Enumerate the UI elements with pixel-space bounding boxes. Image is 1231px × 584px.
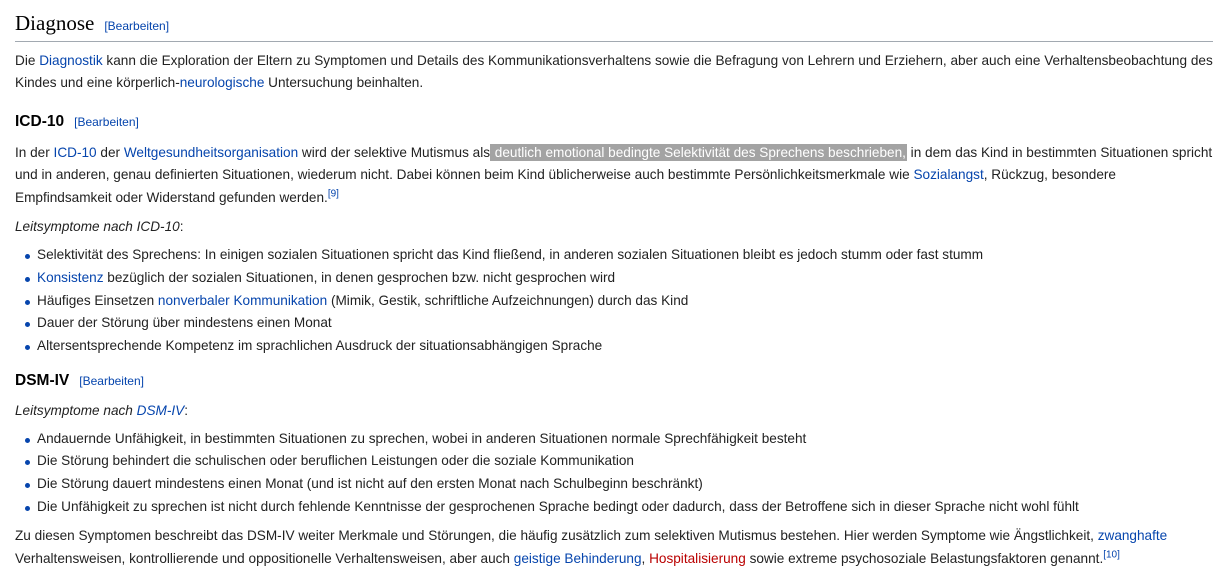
link-nonverbale-kommunikation[interactable]: nonverbaler Kommunikation bbox=[157, 292, 328, 308]
bullet-icon bbox=[25, 322, 30, 327]
link-geistige-behinderung[interactable]: geistige Behinderung bbox=[513, 550, 642, 566]
selected-text-highlight[interactable]: deutlich emotional bedingte Selektivität des Sprechens beschrieben, bbox=[491, 144, 906, 160]
text: , bbox=[641, 550, 650, 566]
section-heading-diagnose bbox=[15, 0, 1213, 42]
reference-9[interactable]: [9] bbox=[327, 188, 339, 200]
heading-title: ICD-10 bbox=[15, 112, 65, 130]
edit-link[interactable]: Bearbeiten bbox=[77, 114, 136, 129]
text: Selektivität des Sprechens: In einigen sozialen Situationen spricht das Kind fließend, in anderen sozialen Situationen bleibt es jedoch stumm oder fast stumm bbox=[37, 247, 984, 263]
heading-title: DSM-IV bbox=[15, 372, 70, 390]
bullet-icon bbox=[25, 438, 30, 443]
list-item bbox=[23, 450, 1213, 473]
bullet-icon bbox=[25, 506, 30, 511]
list-item bbox=[23, 290, 1213, 313]
intro-paragraph bbox=[15, 50, 1213, 95]
reference-10[interactable]: [10] bbox=[1103, 549, 1120, 561]
icd-paragraph bbox=[15, 142, 1213, 209]
text: Dauer der Störung über mindestens einen Monat bbox=[37, 315, 332, 331]
edit-section-link[interactable]: [Bearbeiten] bbox=[104, 19, 170, 33]
text: Die Störung dauert mindestens einen Monat (und ist nicht auf den ersten Monat nach Schulbeginn beschränkt) bbox=[37, 476, 703, 491]
section-heading-icd10 bbox=[15, 112, 1213, 132]
list-item bbox=[23, 312, 1213, 335]
text: In der bbox=[15, 144, 54, 160]
link-neurologische[interactable]: neurologische bbox=[179, 75, 265, 91]
text: bezüglich der sozialen Situationen, in denen gesprochen bzw. nicht gesprochen wird bbox=[103, 270, 616, 286]
list-item bbox=[23, 267, 1213, 290]
colon: : bbox=[184, 403, 189, 419]
list-item bbox=[23, 335, 1213, 358]
section-heading-dsm4 bbox=[15, 371, 1213, 391]
lead-text: Leitsymptome nach ICD-10 bbox=[15, 219, 180, 235]
text: Verhaltensweisen, kontrollierende und oppositionelle Verhaltensweisen, aber auch bbox=[15, 550, 514, 566]
text: , Rückzug, besondere Empfindsamkeit oder Widerstand gefunden werden. bbox=[15, 167, 1116, 205]
link-zwanghafte[interactable]: zwanghafte bbox=[1097, 528, 1168, 544]
edit-section-link[interactable]: [Bearbeiten] bbox=[74, 114, 139, 129]
heading-title: Diagnose bbox=[15, 11, 95, 35]
link-diagnostik[interactable]: Diagnostik bbox=[39, 53, 103, 68]
bullet-icon bbox=[25, 460, 30, 465]
text: Die bbox=[15, 53, 40, 68]
text: Altersentsprechende Kompetenz im sprachlichen Ausdruck der situationsabhängigen Sprache bbox=[37, 337, 603, 353]
list-item bbox=[23, 473, 1213, 496]
text: Die Störung behindert die schulischen oder beruflichen Leistungen oder die soziale Kommunikation bbox=[37, 453, 634, 469]
list-item bbox=[23, 496, 1213, 519]
bullet-icon bbox=[25, 300, 30, 305]
text: wird der selektive Mutismus als bbox=[298, 144, 491, 160]
text: (Mimik, Gestik, schriftliche Aufzeichnungen) durch das Kind bbox=[327, 292, 689, 308]
text: der bbox=[96, 144, 124, 160]
dsm-paragraph bbox=[15, 525, 1213, 570]
link-weltgesundheitsorganisation[interactable]: Weltgesundheitsorganisation bbox=[123, 144, 299, 160]
text: Zu diesen Symptomen beschreibt das DSM-IV weiter Merkmale und Störungen, die häufig zusätzlich zum selektiven Mutismus bestehen. Hier werden Symptome wie Ängstlichkeit, bbox=[15, 528, 1098, 544]
link-konsistenz[interactable]: Konsistenz bbox=[37, 270, 104, 286]
list-item bbox=[23, 428, 1213, 451]
icd-lead bbox=[15, 216, 1213, 238]
redlink-hospitalisierung[interactable]: Hospitalisierung bbox=[649, 550, 746, 566]
colon: : bbox=[179, 219, 184, 235]
link-sozialangst[interactable]: Sozialangst bbox=[913, 167, 984, 183]
text: Untersuchung beinhalten. bbox=[264, 75, 424, 91]
bullet-icon bbox=[25, 254, 30, 259]
edit-link[interactable]: Bearbeiten bbox=[82, 374, 141, 389]
edit-link[interactable]: Bearbeiten bbox=[107, 19, 166, 33]
link-icd10[interactable]: ICD-10 bbox=[53, 144, 97, 160]
text: in dem das Kind in bestimmten Situationen spricht und in anderen, genau definierten Situationen, wiederum nicht. Dabei können beim Kind üblicherweise auch bestimmte Persönlichkeitsmerkmale wie bbox=[15, 144, 1213, 183]
dsm-lead bbox=[15, 400, 1213, 422]
bullet-icon bbox=[25, 277, 30, 282]
text: Die Unfähigkeit zu sprechen ist nicht durch fehlende Kenntnisse der gesprochenen Sprache bedingt oder dadurch, dass der Betroffene sich in dieser Sprache nicht wohl fühlt bbox=[37, 498, 1079, 514]
lead-text: Leitsymptome nach bbox=[15, 403, 137, 419]
dsm-symptom-list bbox=[15, 428, 1213, 518]
text: sowie extreme psychosoziale Belastungsfaktoren genannt. bbox=[745, 550, 1104, 566]
link-dsm4[interactable]: DSM-IV bbox=[136, 403, 185, 419]
edit-section-link[interactable]: [Bearbeiten] bbox=[79, 374, 144, 389]
text: kann die Exploration der Eltern zu Symptomen und Details des Kommunikationsverhaltens sowie die Befragung von Lehrern und Erziehern, aber auch eine Verhaltensbeobachtung des Kindes und eine körperlich- bbox=[15, 53, 1213, 91]
list-item bbox=[23, 244, 1213, 267]
text: Häufiges Einsetzen bbox=[37, 292, 158, 308]
icd-symptom-list bbox=[15, 244, 1213, 357]
bullet-icon bbox=[25, 345, 30, 350]
bullet-icon bbox=[25, 483, 30, 488]
text: Andauernde Unfähigkeit, in bestimmten Situationen zu sprechen, wobei in anderen Situationen normale Sprechfähigkeit besteht bbox=[37, 430, 807, 446]
